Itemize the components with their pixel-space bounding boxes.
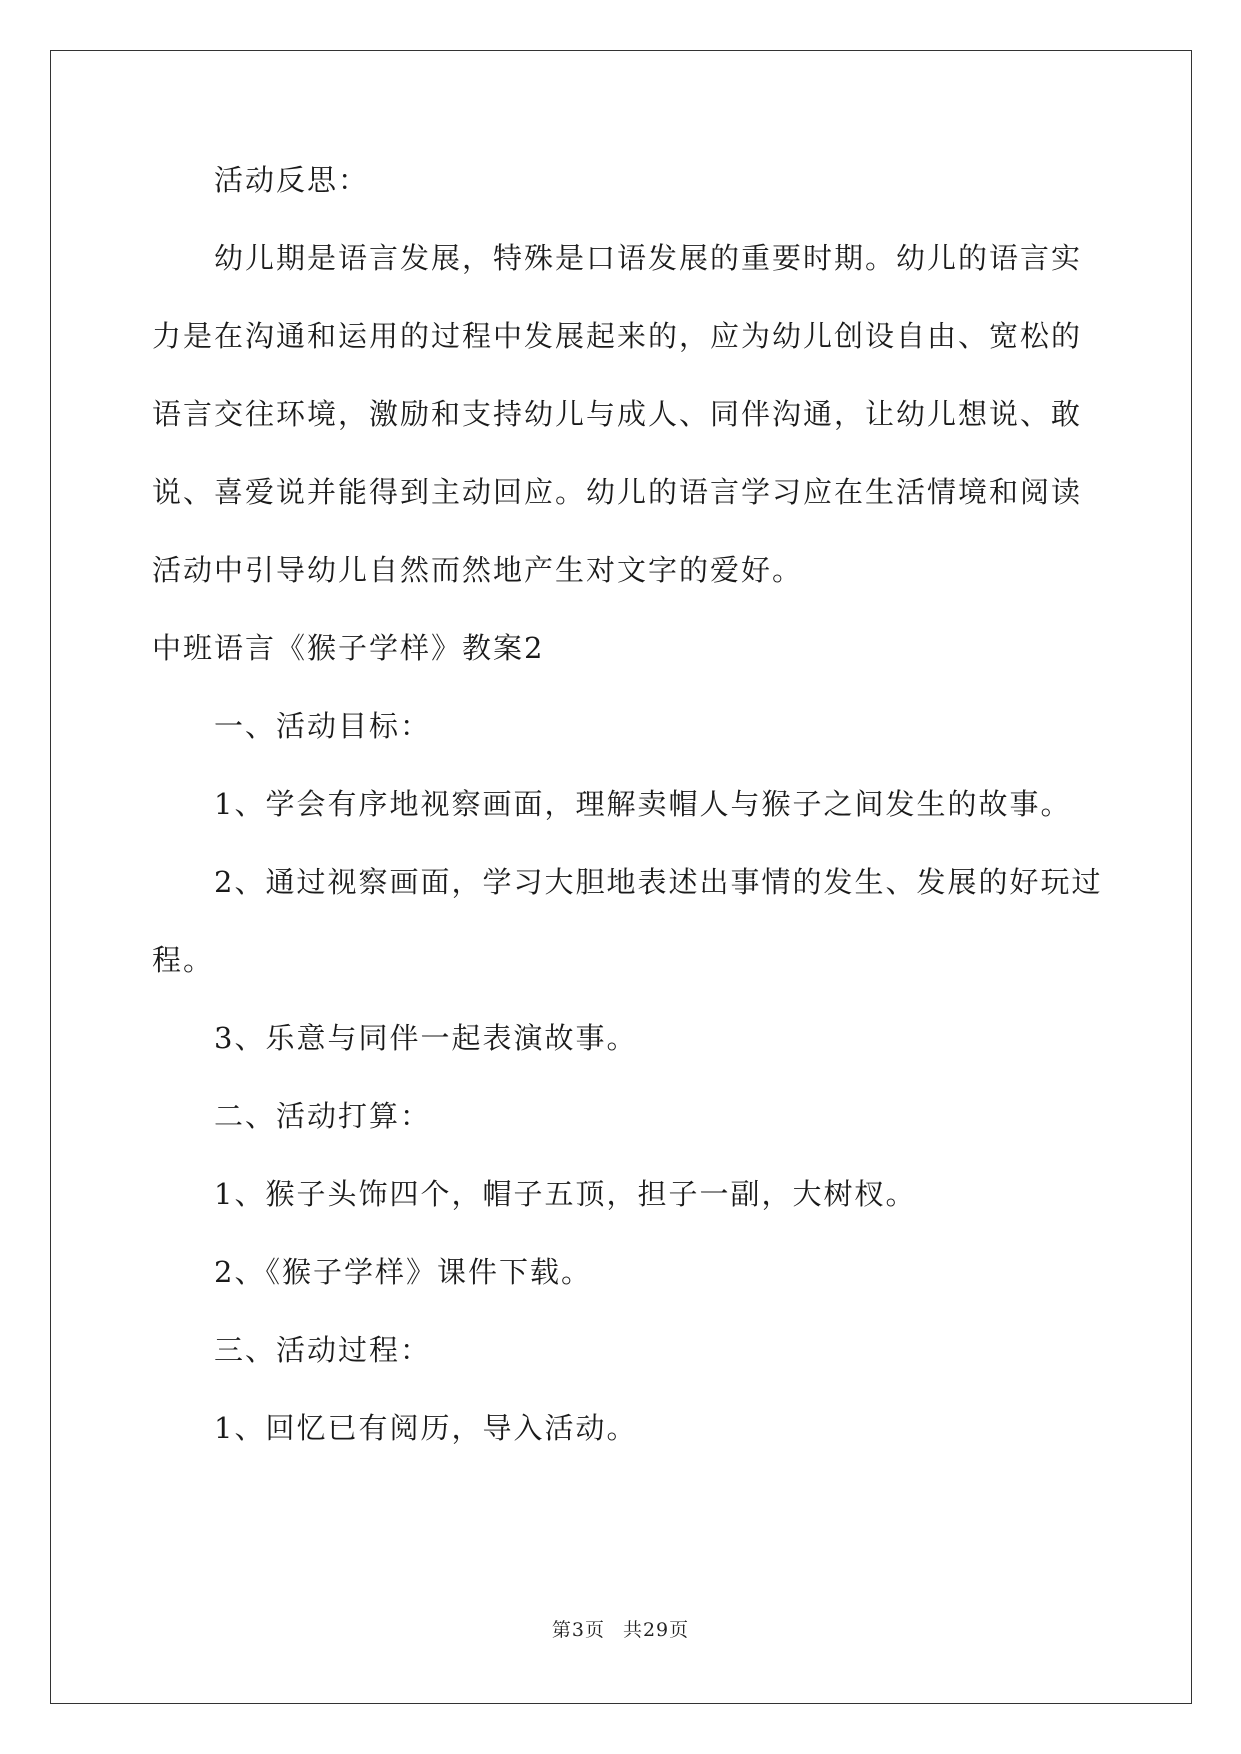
section-heading: 中班语言《猴子学样》教案2 (152, 631, 545, 665)
text-line: 2、通过视察画面，学习大胆地表述出事情的发生、发展的好玩过 (214, 865, 1103, 899)
text-line: 说、喜爱说并能得到主动回应。幼儿的语言学习应在生活情境和阅读 (152, 475, 1083, 509)
text-line: 语言交往环境，激励和支持幼儿与成人、同伴沟通，让幼儿想说、敢 (152, 397, 1083, 431)
text-line: 2、《猴子学样》课件下载。 (214, 1255, 592, 1289)
text-line: 三、活动过程： (214, 1333, 432, 1367)
text-line: 程。 (152, 943, 215, 977)
page-footer (0, 1618, 1241, 1642)
text-line: 力是在沟通和运用的过程中发展起来的，应为幼儿创设自由、宽松的 (152, 319, 1083, 353)
text-line: 活动反思： (214, 163, 370, 197)
text-line: 二、活动打算： (214, 1099, 432, 1133)
text-line: 幼儿期是语言发展，特殊是口语发展的重要时期。幼儿的语言实 (214, 241, 1083, 275)
text-line: 1、学会有序地视察画面，理解卖帽人与猴子之间发生的故事。 (214, 787, 1072, 821)
page-number: 第3页 (551, 1619, 605, 1641)
text-line: 1、回忆已有阅历，导入活动。 (214, 1411, 638, 1445)
page-total: 共29页 (622, 1619, 690, 1641)
text-line: 1、猴子头饰四个，帽子五顶，担子一副，大树杈。 (214, 1177, 917, 1211)
text-line: 活动中引导幼儿自然而然地产生对文字的爱好。 (152, 553, 804, 587)
text-line: 3、乐意与同伴一起表演故事。 (214, 1021, 638, 1055)
text-line: 一、活动目标： (214, 709, 432, 743)
